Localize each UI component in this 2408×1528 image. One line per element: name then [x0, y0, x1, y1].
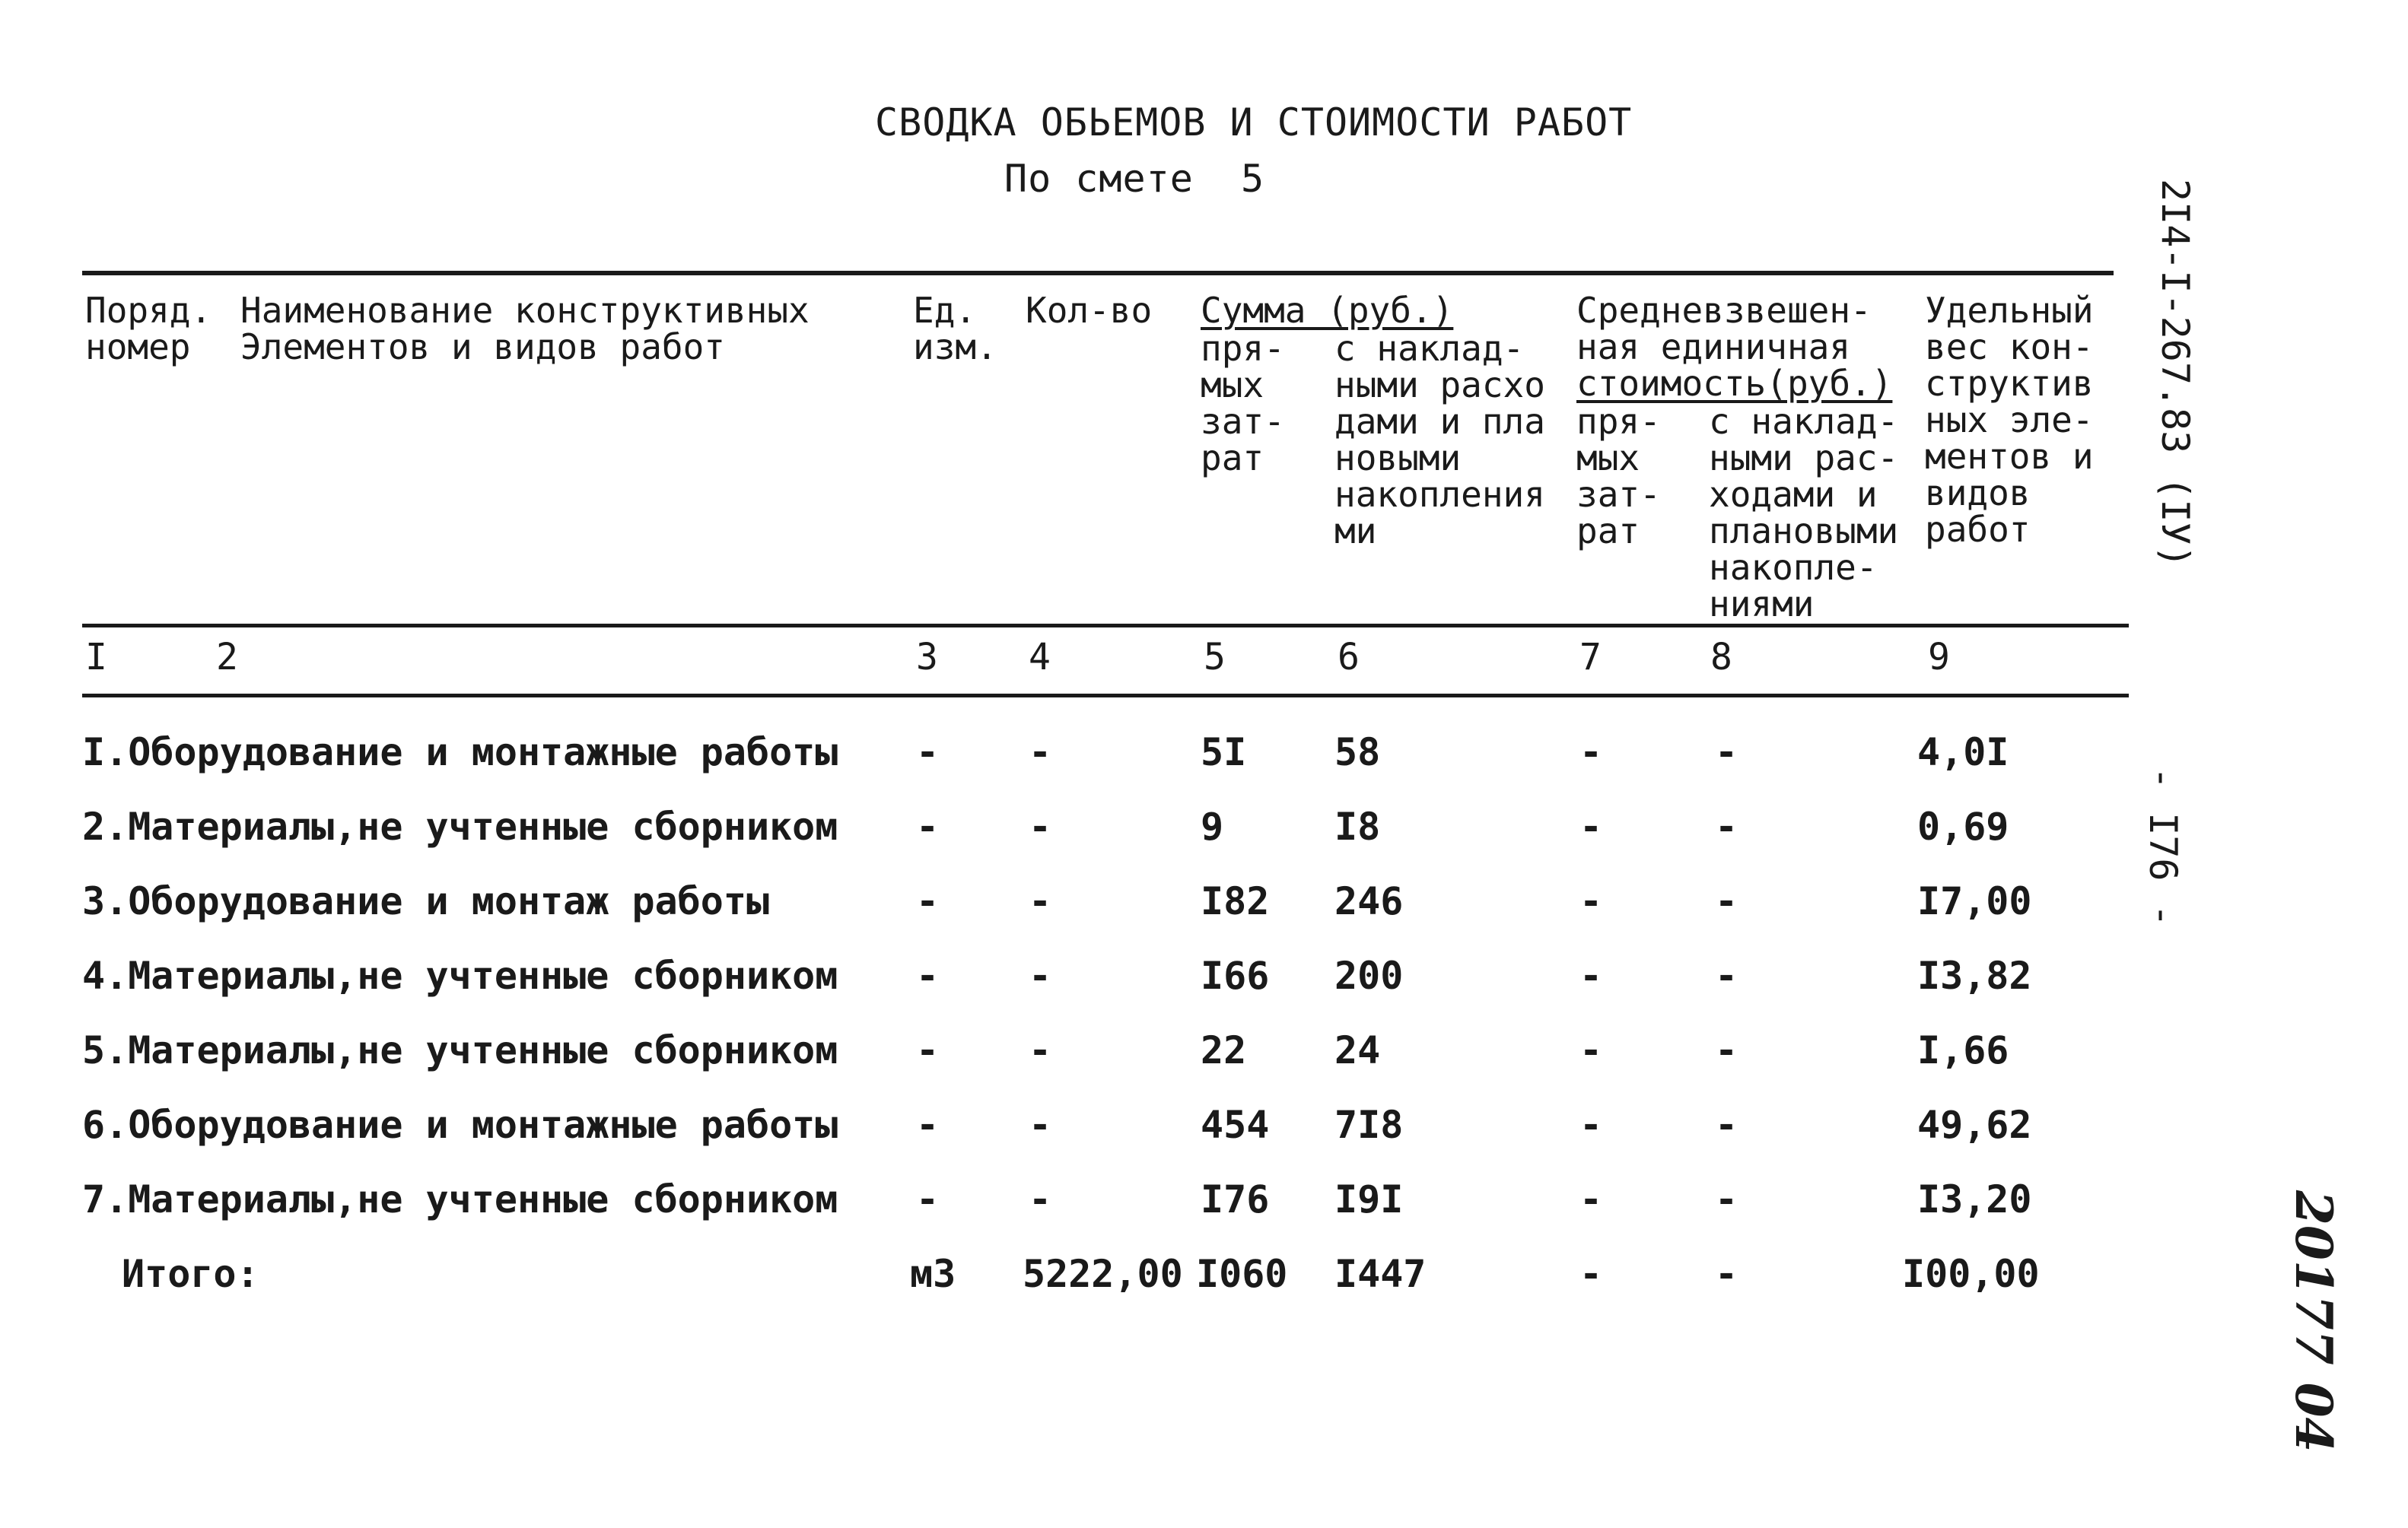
row-direct-cost: 22: [1201, 1028, 1247, 1072]
row-share: 4,0I: [1917, 730, 2009, 774]
header-bottom-rule: [82, 624, 2129, 627]
col-number: 4: [1029, 636, 1051, 678]
row-quantity: -: [1029, 730, 1052, 774]
document-subtitle: По смете 5: [1004, 157, 1265, 201]
col-number: 8: [1710, 636, 1732, 678]
col-number: I: [85, 636, 107, 678]
header-col-1: Поряд. номер: [85, 290, 212, 367]
row-avg-direct: -: [1579, 954, 1603, 998]
column-number-rule: [82, 694, 2129, 697]
row-direct-cost: I76: [1201, 1177, 1270, 1221]
table-top-rule: [82, 271, 2114, 275]
row-overhead-cost: 7I8: [1334, 1103, 1404, 1147]
total-direct-cost: I060: [1196, 1252, 1288, 1296]
row-direct-cost: I82: [1201, 879, 1270, 923]
row-avg-overhead: -: [1715, 1177, 1738, 1221]
row-share: I,66: [1917, 1028, 2009, 1072]
row-share: 0,69: [1917, 805, 2009, 849]
row-share: 49,62: [1917, 1103, 2032, 1147]
row-overhead-cost: 200: [1334, 954, 1404, 998]
row-name: 4.Материалы,не учтенные сборником: [82, 954, 838, 998]
side-document-code: 2I4-I-267.83 (IУ): [2153, 179, 2197, 568]
row-unit: -: [916, 1177, 940, 1221]
row-quantity: -: [1029, 1177, 1052, 1221]
row-avg-direct: -: [1579, 730, 1603, 774]
row-direct-cost: 5I: [1201, 730, 1247, 774]
row-avg-overhead: -: [1715, 1103, 1738, 1147]
row-avg-overhead: -: [1715, 805, 1738, 849]
col-number: 6: [1338, 636, 1360, 678]
row-share: I7,00: [1917, 879, 2032, 923]
row-quantity: -: [1029, 805, 1052, 849]
row-name: I.Оборудование и монтажные работы: [82, 730, 838, 774]
col-number: 3: [916, 636, 938, 678]
row-overhead-cost: 58: [1334, 730, 1381, 774]
col-number: 5: [1204, 636, 1226, 678]
row-quantity: -: [1029, 1103, 1052, 1147]
row-avg-overhead: -: [1715, 730, 1738, 774]
row-name: 5.Материалы,не учтенные сборником: [82, 1028, 838, 1072]
row-overhead-cost: 24: [1334, 1028, 1381, 1072]
total-quantity: 5222,00: [1023, 1252, 1183, 1296]
row-avg-direct: -: [1579, 879, 1603, 923]
header-col-5: пря- мых зат- рат: [1201, 328, 1285, 478]
total-share: I00,00: [1902, 1252, 2040, 1296]
row-share: I3,20: [1917, 1177, 2032, 1221]
header-col-7: пря- мых зат- рат: [1576, 401, 1661, 551]
header-col-3: Ед. изм.: [913, 290, 997, 367]
handwritten-inventory-number: 20177 04: [2284, 1190, 2343, 1453]
total-unit: м3: [910, 1252, 956, 1296]
page-number: - I76 -: [2141, 767, 2185, 927]
header-col-8: с наклад- ными рас- ходами и плановыми накопле- ниями: [1709, 401, 1899, 624]
row-direct-cost: 9: [1201, 805, 1224, 849]
row-unit: -: [916, 805, 940, 849]
col-number: 7: [1579, 636, 1602, 678]
row-unit: -: [916, 1028, 940, 1072]
header-sum-group: Сумма (руб.): [1201, 290, 1454, 331]
row-quantity: -: [1029, 1028, 1052, 1072]
row-avg-overhead: -: [1715, 1028, 1738, 1072]
total-overhead-cost: I447: [1334, 1252, 1427, 1296]
row-overhead-cost: I8: [1334, 805, 1381, 849]
row-overhead-cost: 246: [1334, 879, 1404, 923]
total-avg-overhead: -: [1715, 1252, 1738, 1296]
row-name: 2.Материалы,не учтенные сборником: [82, 805, 838, 849]
col-number: 9: [1928, 636, 1950, 678]
row-unit: -: [916, 1103, 940, 1147]
row-name: 3.Оборудование и монтаж работы: [82, 879, 770, 923]
header-avg-group: Средневзвешен- ная единичная стоимость(руб.): [1576, 290, 1893, 404]
row-quantity: -: [1029, 879, 1052, 923]
row-avg-direct: -: [1579, 1103, 1603, 1147]
row-share: I3,82: [1917, 954, 2032, 998]
row-name: 7.Материалы,не учтенные сборником: [82, 1177, 838, 1221]
total-label: Итого:: [122, 1252, 259, 1296]
row-avg-direct: -: [1579, 1177, 1603, 1221]
row-name: 6.Оборудование и монтажные работы: [82, 1103, 838, 1147]
row-avg-overhead: -: [1715, 879, 1738, 923]
row-unit: -: [916, 879, 940, 923]
row-unit: -: [916, 730, 940, 774]
col-number: 2: [216, 636, 238, 678]
row-avg-direct: -: [1579, 1028, 1603, 1072]
row-quantity: -: [1029, 954, 1052, 998]
header-col-9: Удельный вес кон- структив ных эле- ментов и видов работ: [1925, 290, 2094, 550]
header-col-2: Наименование конструктивных Элементов и видов работ: [240, 290, 810, 367]
row-avg-direct: -: [1579, 805, 1603, 849]
row-avg-overhead: -: [1715, 954, 1738, 998]
row-direct-cost: 454: [1201, 1103, 1270, 1147]
row-overhead-cost: I9I: [1334, 1177, 1404, 1221]
total-avg-direct: -: [1579, 1252, 1603, 1296]
header-col-4: Кол-во: [1026, 290, 1153, 331]
row-unit: -: [916, 954, 940, 998]
row-direct-cost: I66: [1201, 954, 1270, 998]
document-title: СВОДКА ОБЬЕМОВ И СТОИМОСТИ РАБОТ: [875, 100, 1633, 145]
header-col-6: с наклад- ными расхо дами и пла новыми накопления ми: [1334, 328, 1545, 551]
